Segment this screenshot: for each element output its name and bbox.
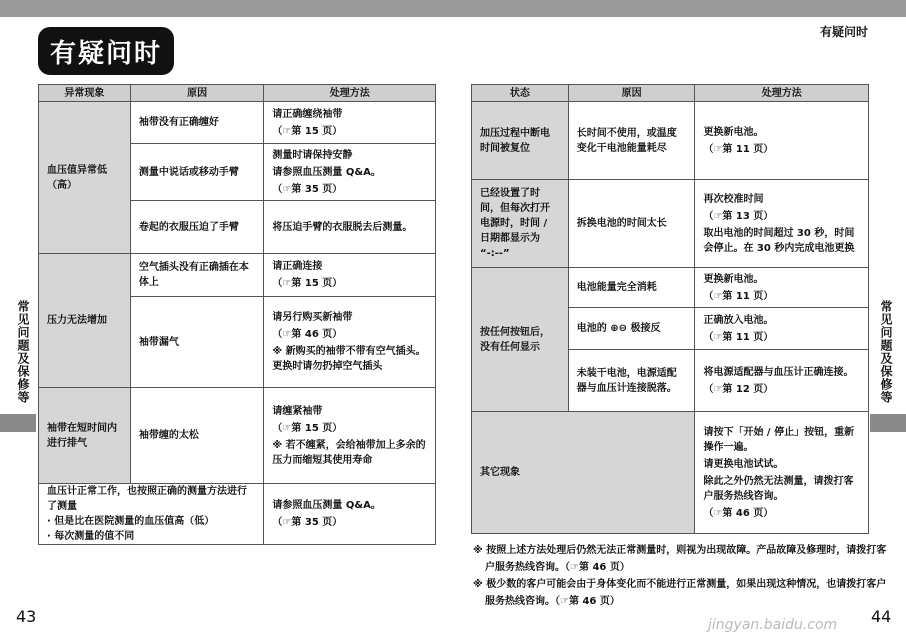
page-ref: （☞第 15 页） — [272, 278, 343, 289]
footnote: ※ 极少数的客户可能会由于身体变化而不能进行正常测量，如果出现这种情况，也请拨打客户服务热线咨询。（☞第 46 页） — [473, 579, 887, 607]
header-solution: 处理方法 — [695, 85, 869, 102]
category-cell: 加压过程中断电时间被复位 — [472, 102, 569, 180]
merged-line: · 但是比在医院测量的血压值高（低） — [47, 516, 215, 527]
solution-cell — [695, 350, 869, 412]
right-troubleshoot-table — [471, 84, 869, 534]
footnotes — [473, 542, 888, 610]
category-cell: 袖带在短时间内进行排气 — [39, 388, 131, 484]
page-ref: （☞第 15 页） — [272, 125, 343, 137]
page-ref: （☞第 35 页） — [272, 517, 343, 528]
table-row — [472, 180, 869, 268]
category-cell: 已经设置了时间，但每次打开电源时，时间 / 日期都显示为 “-:--” — [472, 180, 569, 268]
merged-line: 血压计正常工作，也按照正确的测量方法进行了测量 — [47, 486, 247, 512]
solution-line: 更换新电池。 — [703, 273, 764, 285]
cause-cell: 测量中说话或移动手臂 — [130, 144, 264, 201]
side-section-tab — [0, 414, 36, 432]
solution-cell — [264, 144, 436, 201]
running-header: 有疑问时 — [819, 25, 868, 39]
solution-line: 更换新电池。 — [703, 126, 764, 138]
page-title: 有疑问时 — [38, 27, 174, 75]
top-gray-bar — [0, 0, 906, 17]
solution-note: ※ 若不缠紧，会给袖带加上多余的压力而缩短其使用寿命 — [272, 439, 426, 466]
right-page — [453, 17, 906, 642]
cause-cell: 未装干电池，电源适配器与血压计连接脱落。 — [568, 350, 695, 412]
page-ref: （☞第 15 页） — [272, 422, 343, 434]
solution-cell — [264, 201, 436, 254]
page-ref: （☞第 12 页） — [703, 383, 774, 395]
merged-symptom-cell — [39, 484, 264, 545]
cause-cell: 空气插头没有正确插在本体上 — [130, 254, 264, 297]
solution-line: 请正确连接 — [272, 261, 323, 272]
page-number: 43 — [16, 607, 37, 626]
header-solution: 处理方法 — [264, 85, 436, 102]
page-number: 44 — [871, 607, 892, 626]
category-cell: 按任何按钮后，没有任何显示 — [472, 268, 569, 412]
solution-cell — [264, 484, 436, 545]
merged-line: · 每次测量的值不同 — [47, 531, 135, 542]
solution-cell — [264, 102, 436, 144]
cause-cell: 袖带没有正确缠好 — [130, 102, 264, 144]
solution-line: 再次校准时间 — [703, 193, 764, 205]
solution-cell — [695, 102, 869, 180]
solution-cell — [695, 268, 869, 308]
side-section-label: 常见问题及保修等 — [16, 300, 30, 404]
solution-line: 请缠紧袖带 — [272, 405, 323, 417]
solution-line: 将电源适配器与血压计正确连接。 — [703, 366, 854, 378]
page-ref: （☞第 46 页） — [272, 329, 343, 340]
solution-cell — [695, 308, 869, 350]
cause-cell: 电池能量完全消耗 — [568, 268, 695, 308]
category-cell: 压力无法增加 — [39, 254, 131, 388]
solution-line: 请更换电池试试。 — [703, 458, 784, 470]
table-row — [39, 388, 436, 484]
page-ref: （☞第 11 页） — [703, 331, 774, 343]
header-status: 状态 — [472, 85, 569, 102]
table-header-row — [472, 85, 869, 102]
solution-line: 正确放入电池。 — [703, 314, 774, 326]
page-ref: （☞第 46 页） — [703, 507, 774, 519]
table-row — [39, 484, 436, 545]
side-section-tab — [870, 414, 906, 432]
page-ref: （☞第 13 页） — [703, 210, 774, 222]
solution-cell — [695, 180, 869, 268]
solution-line: 请按下「开始 / 停止」按钮，重新操作一遍。 — [703, 426, 855, 453]
cause-cell: 电池的 ⊕⊖ 极接反 — [568, 308, 695, 350]
table-row — [39, 102, 436, 144]
page-ref: （☞第 11 页） — [703, 290, 774, 302]
solution-cell — [264, 254, 436, 297]
solution-line: 请参照血压测量 Q&A。 — [272, 500, 381, 511]
solution-cell — [264, 297, 436, 388]
solution-line: 测量时请保持安静 — [272, 149, 353, 161]
solution-cell — [695, 412, 869, 534]
solution-line: 请正确缠绕袖带 — [272, 108, 343, 120]
cause-cell: 袖带缠的太松 — [130, 388, 264, 484]
solution-note: 取出电池的时间超过 30 秒，时间会停止。在 30 秒内完成电池更换 — [703, 227, 855, 254]
page-ref: （☞第 35 页） — [272, 183, 343, 195]
header-symptom: 异常现象 — [39, 85, 131, 102]
table-header-row — [39, 85, 436, 102]
left-page — [0, 17, 453, 642]
solution-line: 将压迫手臂的衣服脱去后测量。 — [272, 221, 413, 233]
cause-cell: 卷起的衣服压迫了手臂 — [130, 201, 264, 254]
table-row — [472, 268, 869, 308]
category-cell: 血压值异常低（高） — [39, 102, 131, 254]
cause-cell: 袖带漏气 — [130, 297, 264, 388]
solution-line: 请另行购买新袖带 — [272, 312, 353, 323]
left-troubleshoot-table — [38, 84, 436, 545]
header-cause: 原因 — [568, 85, 695, 102]
cause-cell: 拆换电池的时间太长 — [568, 180, 695, 268]
solution-cell — [264, 388, 436, 484]
cause-cell: 长时间不使用，或温度变化干电池能量耗尽 — [568, 102, 695, 180]
side-section-label: 常见问题及保修等 — [879, 300, 893, 404]
solution-line: 除此之外仍然无法测量，请拨打客户服务热线咨询。 — [703, 475, 854, 502]
footnote: ※ 按照上述方法处理后仍然无法正常测量时，则视为出现故障。产品故障及修理时，请拨打客户服务热线咨询。（☞第 46 页） — [473, 545, 887, 573]
solution-line: 请参照血压测量 Q&A。 — [272, 166, 381, 178]
category-cell: 其它现象 — [472, 412, 695, 534]
table-row — [472, 102, 869, 180]
page-ref: （☞第 11 页） — [703, 143, 774, 155]
table-row — [39, 254, 436, 297]
watermark: jingyan.baidu.com — [708, 617, 838, 633]
header-cause: 原因 — [130, 85, 264, 102]
solution-note: ※ 新购买的袖带不带有空气插头。更换时请勿扔掉空气插头 — [272, 346, 426, 372]
table-row — [472, 412, 869, 534]
